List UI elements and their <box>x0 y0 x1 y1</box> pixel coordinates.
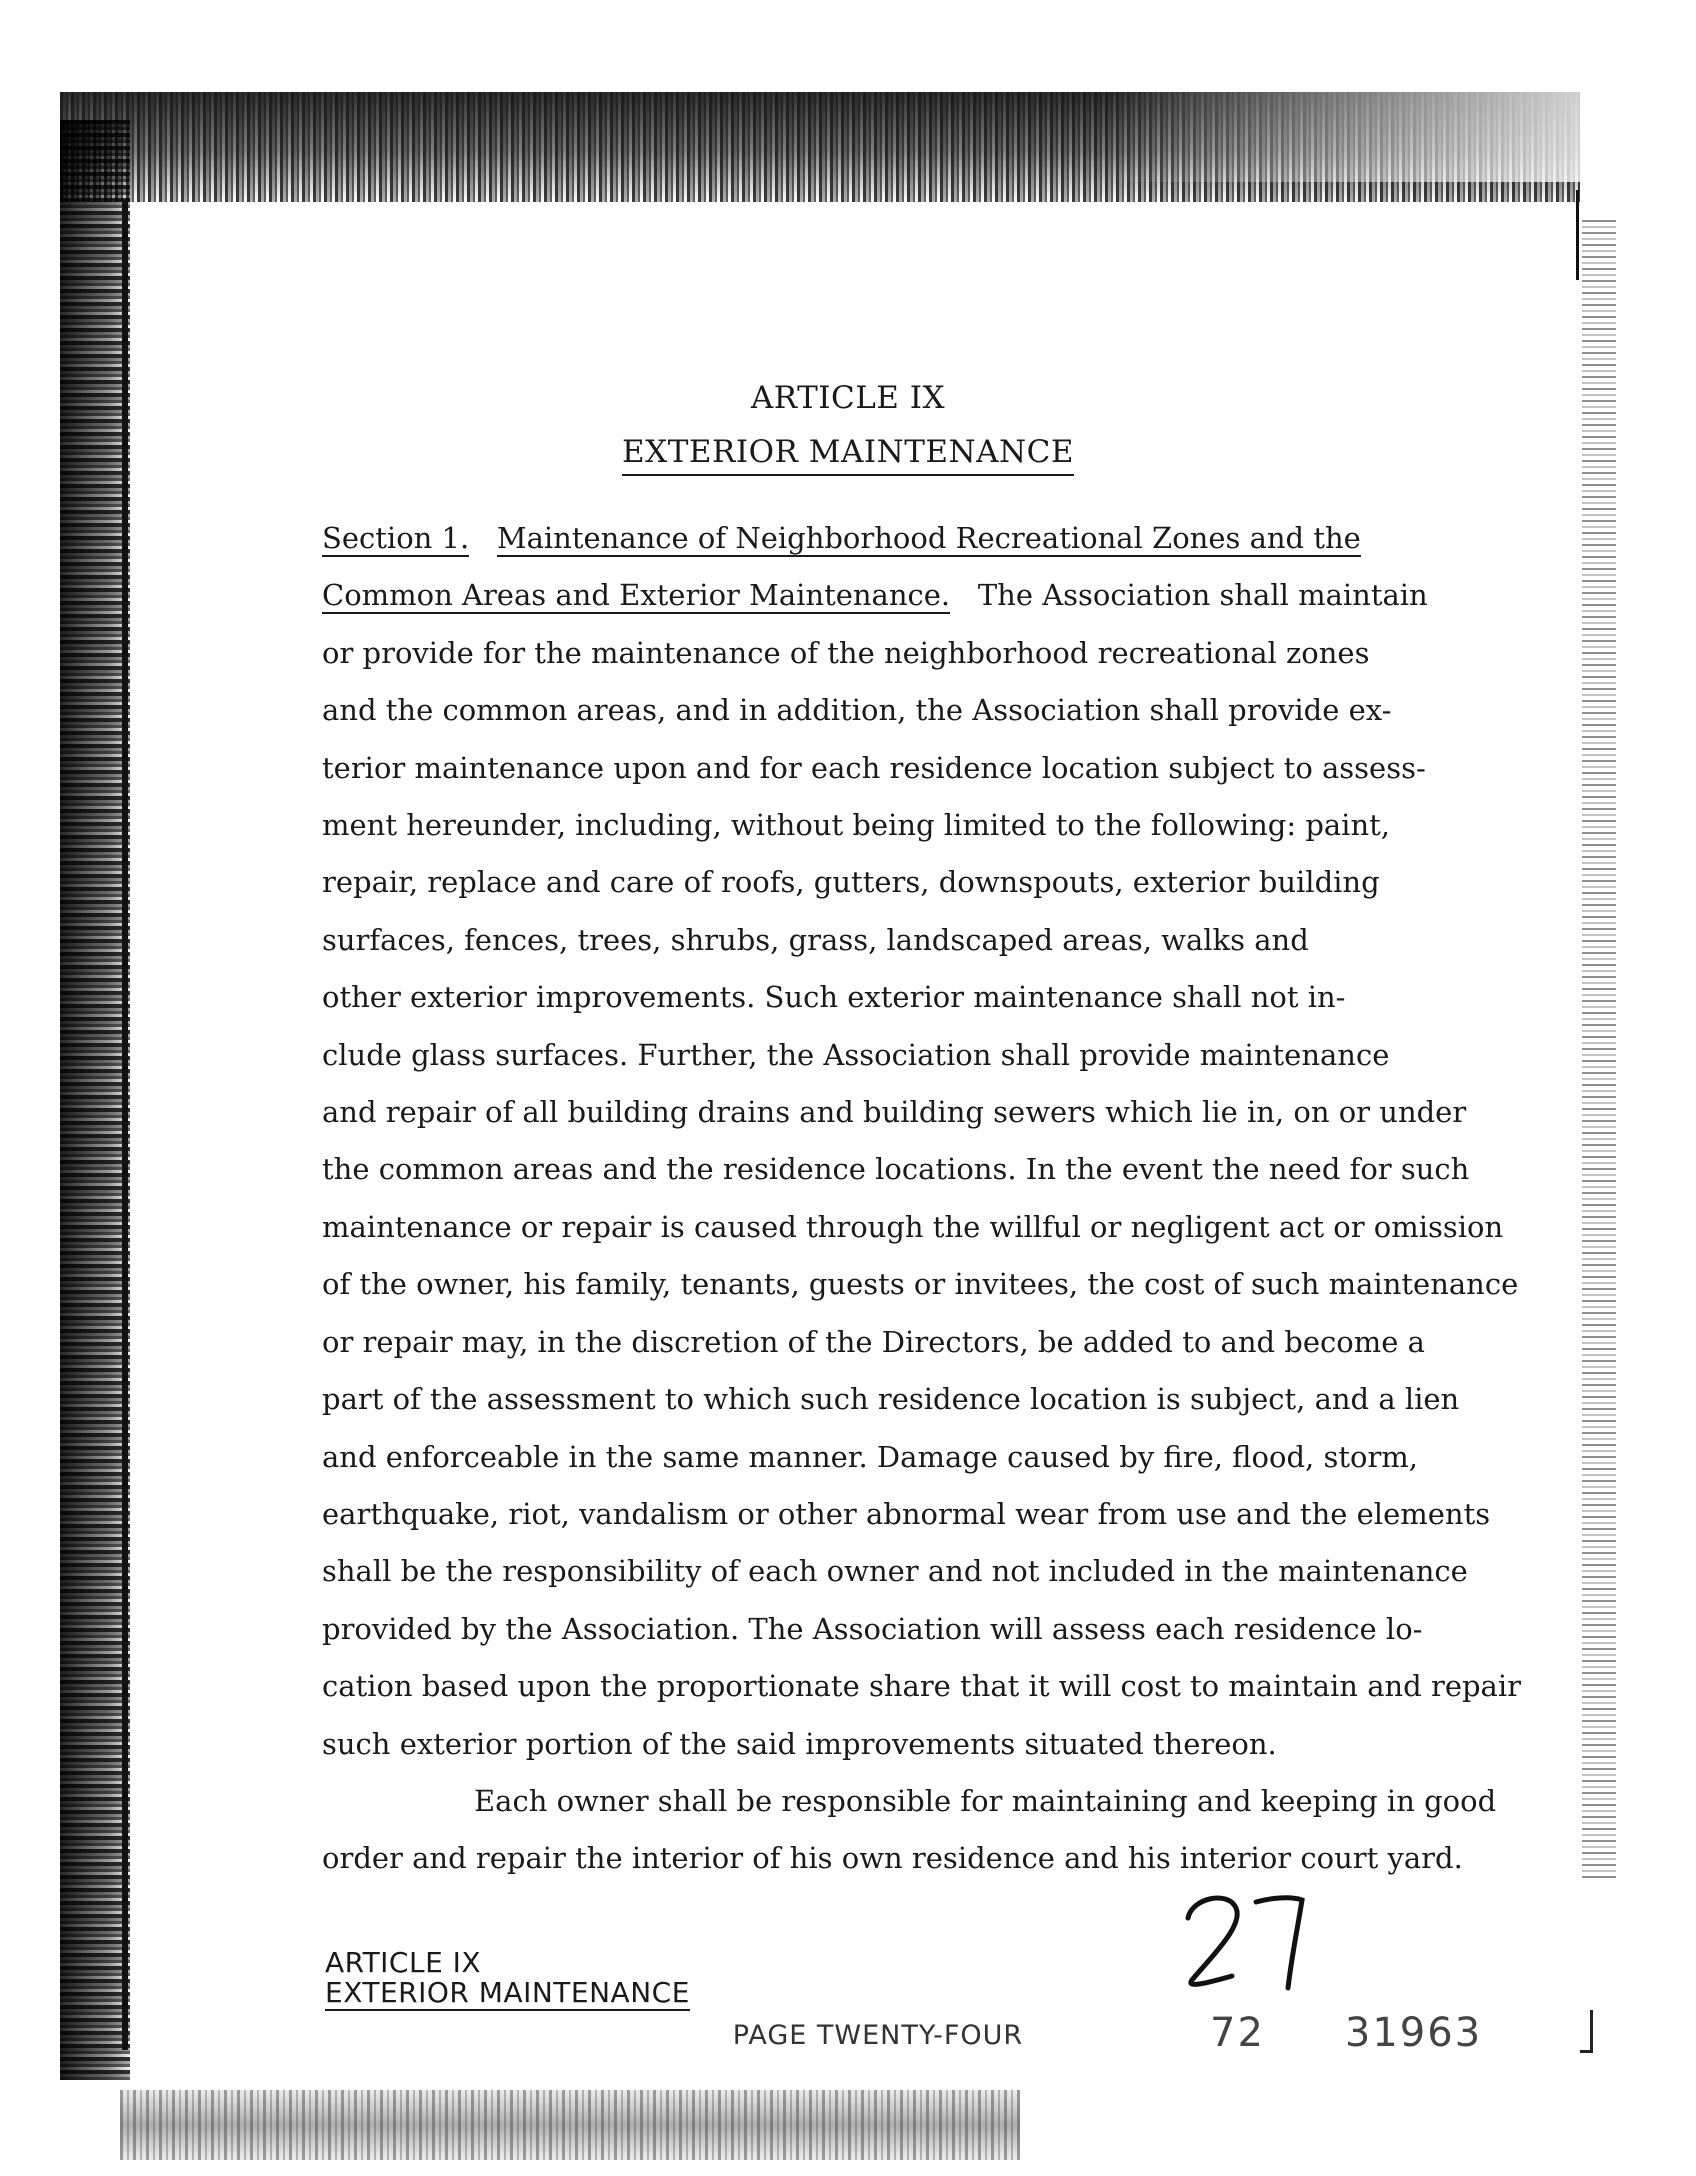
corner-bracket <box>1580 2010 1593 2053</box>
section-heading-part2: Common Areas and Exterior Maintenance. <box>322 578 951 613</box>
section-heading-part1: Maintenance of Neighborhood Recreational Zones and the <box>496 521 1361 555</box>
body-line: earthquake, riot, vandalism or other abnormal wear from use and the elements <box>322 1496 1491 1531</box>
body-line: The Association shall maintain <box>977 578 1428 613</box>
footer-article-title: EXTERIOR MAINTENANCE <box>325 1976 690 2009</box>
body-line: provided by the Association. The Association will assess each residence lo- <box>322 1611 1423 1646</box>
scan-edge-top-fade <box>1100 92 1620 182</box>
paragraph2-line: Each owner shall be responsible for maintaining and keeping in good <box>474 1783 1497 1818</box>
scan-edge-bottom <box>120 2090 1020 2160</box>
section-label: Section 1. <box>322 521 470 555</box>
body-line: terior maintenance upon and for each residence location subject to assess- <box>322 750 1426 785</box>
scan-edge-right-line <box>1576 190 1579 280</box>
body-line: and enforceable in the same manner. Damage caused by fire, flood, storm, <box>322 1439 1419 1474</box>
handwritten-page-number <box>1170 1880 1320 2004</box>
article-number: ARTICLE IX <box>750 380 946 416</box>
handwritten-27-mark <box>1170 1880 1320 2000</box>
body-line: other exterior improvements. Such exterior maintenance shall not in- <box>322 980 1346 1015</box>
body-line: the common areas and the residence locations. In the event the need for such <box>322 1152 1470 1187</box>
article-title-wrap <box>0 434 1696 470</box>
body-line: cation based upon the proportionate share that it will cost to maintain and repair <box>322 1669 1521 1704</box>
recording-stamp <box>1210 2010 1482 2056</box>
footer-article-number: ARTICLE IX <box>325 1946 482 1979</box>
body-line: shall be the responsibility of each owner and not included in the maintenance <box>322 1554 1468 1589</box>
paragraph2-line: order and repair the interior of his own residence and his interior court yard. <box>322 1841 1463 1876</box>
body-line: of the owner, his family, tenants, guests or invitees, the cost of such maintenance <box>322 1267 1519 1302</box>
body-line: surfaces, fences, trees, shrubs, grass, landscaped areas, walks and <box>322 922 1309 957</box>
article-title: EXTERIOR MAINTENANCE <box>622 434 1074 476</box>
body-line: part of the assessment to which such residence location is subject, and a lien <box>322 1382 1460 1417</box>
scan-edge-left-line <box>122 200 128 2050</box>
body-line: maintenance or repair is caused through the willful or negligent act or omission <box>322 1209 1504 1244</box>
body-line: or repair may, in the discretion of the Directors, be added to and become a <box>322 1324 1425 1359</box>
body-line: and the common areas, and in addition, the Association shall provide ex- <box>322 693 1392 728</box>
section-body <box>322 510 1532 1888</box>
section-heading-line-2 <box>322 567 1532 624</box>
footer-article-label <box>325 1948 690 2008</box>
body-line: repair, replace and care of roofs, gutters, downspouts, exterior building <box>322 865 1380 900</box>
body-line: or provide for the maintenance of the neighborhood recreational zones <box>322 635 1370 670</box>
page-number: PAGE TWENTY-FOUR <box>732 2020 1024 2051</box>
stamp-left-number: 72 <box>1210 2010 1265 2056</box>
stamp-right-number: 31963 <box>1344 2010 1483 2056</box>
body-line: and repair of all building drains and building sewers which lie in, on or under <box>322 1095 1467 1130</box>
section-heading-line-1 <box>322 510 1532 567</box>
body-line: such exterior portion of the said improvements situated thereon. <box>322 1726 1277 1761</box>
body-line: ment hereunder, including, without being limited to the following: paint, <box>322 808 1391 843</box>
body-line: clude glass surfaces. Further, the Association shall provide maintenance <box>322 1037 1390 1072</box>
